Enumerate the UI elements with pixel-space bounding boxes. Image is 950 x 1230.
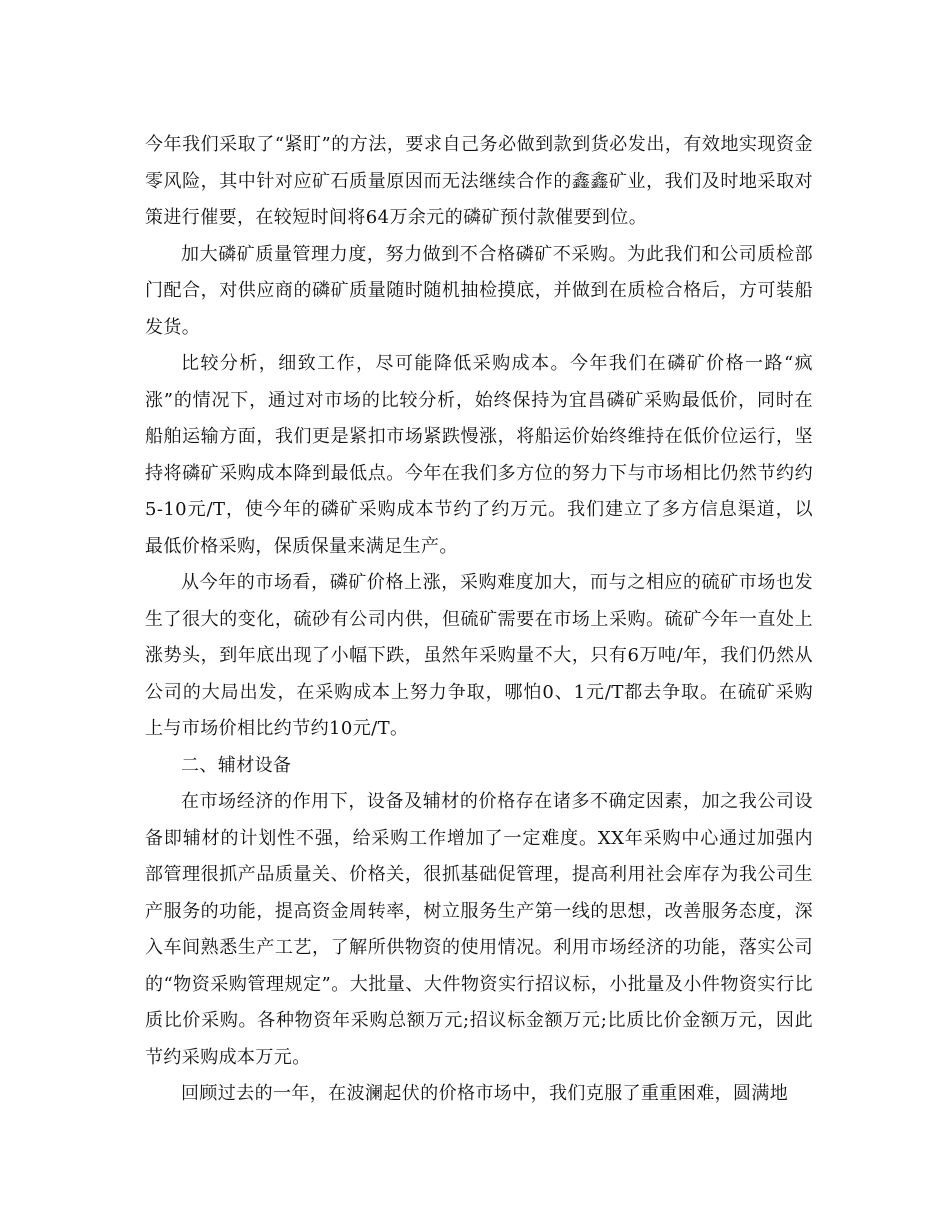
paragraph-quality-management: 加大磷矿质量管理力度，努力做到不合格磷矿不采购。为此我们和公司质检部门配合，对供应商的磷矿质量随时随机抽检摸底，并做到在质检合格后，方可装船发货。 <box>145 243 813 338</box>
paragraph-sulfur-market: 从今年的市场看，磷矿价格上涨，采购难度加大，而与之相应的硫矿市场也发生了很大的变化，硫砂有公司内供，但硫矿需要在市场上采购。硫矿今年一直处上涨势头，到年底出现了小幅下跌，虽然年采购量不大，只有6万吨/年，我们仍然从公司的大局出发，在采购成本上努力争取，哪怕0、1元/T都去争取。在硫矿采购上与市场价相比约节约10元/T。 <box>145 572 813 739</box>
paragraph-payment-collection: 今年我们采取了“紧盯”的方法，要求自己务必做到款到货必发出，有效地实现资金零风险，其中针对应矿石质量原因而无法继续合作的鑫鑫矿业，我们及时地采取对策进行催要，在较短时间将64万余元的磷矿预付款催要到位。 <box>145 134 813 228</box>
section-heading-auxiliary-equipment: 二、辅材设备 <box>181 754 292 776</box>
paragraph-equipment-procurement: 在市场经济的作用下，设备及辅材的价格存在诸多不确定因素，加之我公司设备即辅材的计划性不强，给采购工作增加了一定难度。XX年采购中心通过加强内部管理很抓产品质量关、价格关，很抓基础促管理，提高利用社会库存为我公司生产服务的功能，提高资金周转率，树立服务生产第一线的思想，改善服务态度，深入车间熟悉生产工艺，了解所供物资的使用情况。利用市场经济的功能，落实公司的“物资采购管理规定”。大批量、大件物资实行招议标，小批量及小件物资实行比质比价采购。各种物资年采购总额万元;招议标金额万元;比质比价金额万元，因此节约采购成本万元。 <box>145 791 813 1068</box>
paragraph-cost-reduction: 比较分析，细致工作，尽可能降低采购成本。今年我们在磷矿价格一路“疯涨”的情况下，通过对市场的比较分析，始终保持为宜昌磷矿采购最低价，同时在船舶运输方面，我们更是紧扣市场紧跌慢涨，将船运价始终维持在低价位运行，坚持将磷矿采购成本降到最低点。今年在我们多方位的努力下与市场相比仍然节约约5-10元/T，使今年的磷矿采购成本节约了约万元。我们建立了多方信息渠道，以最低价格采购，保质保量来满足生产。 <box>145 353 813 557</box>
document-body <box>145 127 813 1113</box>
paragraph-review: 回顾过去的一年，在波澜起伏的价格市场中，我们克服了重重困难，圆满地 <box>181 1083 789 1104</box>
